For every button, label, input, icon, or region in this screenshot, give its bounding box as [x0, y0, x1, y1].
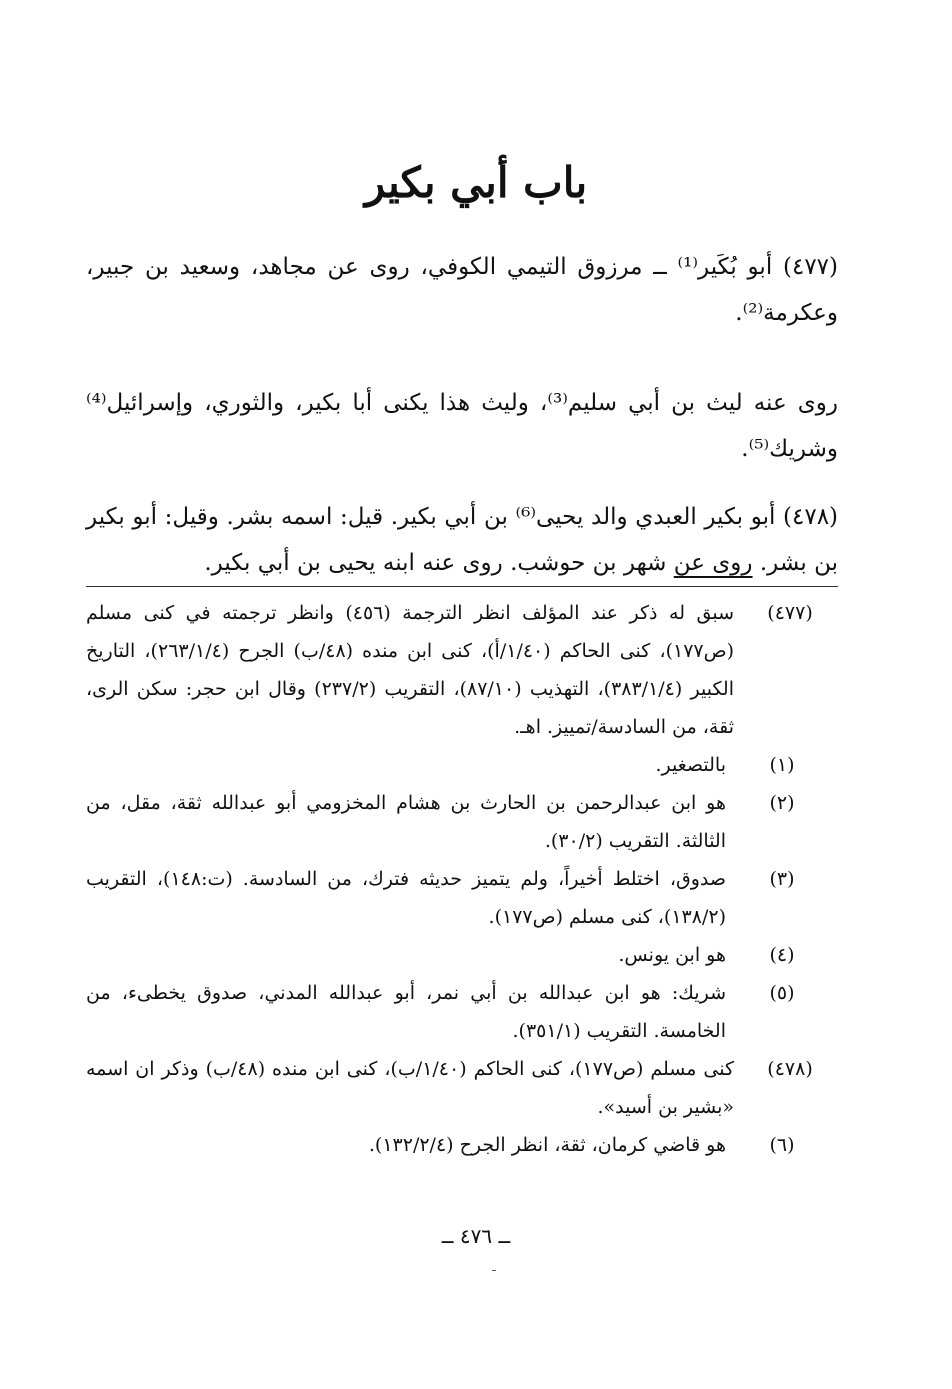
entry-478-paragraph: [86, 494, 838, 586]
footnote-number: (٢): [769, 792, 795, 814]
footnote-number: (٦): [769, 1134, 795, 1156]
footnote-item: [86, 974, 838, 1050]
footnotes: [86, 594, 838, 1164]
footnote-number: (٥): [769, 982, 795, 1004]
entry-478-name: أبو بكير بن بشر.: [86, 504, 838, 576]
chapter-title: باب أبي بكير: [364, 158, 588, 207]
scan-dot: [492, 1270, 496, 1271]
footnote-number: (٤): [769, 944, 795, 966]
footnote-text: صدوق، اختلط أخيراً، ولم يتميز حديثه فترك، من السادسة. (ت:١٤٨)، التقريب (١٣٨/٢)، كنى مسلم (ص١٧٧).: [86, 868, 726, 928]
footnote-item: [86, 1126, 838, 1164]
footnote-number: (٤٧٨): [767, 1058, 813, 1080]
footnote-text: بالتصغير.: [655, 754, 726, 776]
footnote-text: سبق له ذكر عند المؤلف انظر الترجمة (٤٥٦) وانظر ترجمته في كنى مسلم (ص١٧٧)، كنى الحاكم (١/٤٠/أ)، كنى ابن منده (٤٨/ب) الجرح (٢٦٣/١/٤)، التاريخ الكبير (٣٨٣/١/٤)، التهذيب (٨٧/١٠)، التقريب (٢٣٧/٢) وقال ابن حجر: سكن الرى، ثقة، من السادسة/تمييز. اهـ.: [86, 602, 735, 738]
footnote-text: هو ابن يونس.: [618, 944, 726, 966]
entry-477-narrators-paragraph: روى عنه ليث بن أبي سليم⁽³⁾، وليث هذا يكنى أبا بكير، والثوري، وإسرائيل⁽⁴⁾ وشريك⁽⁵⁾.: [86, 390, 838, 462]
footnote-number: (٣): [769, 868, 795, 890]
footnote-text: هو ابن عبدالرحمن بن الحارث بن هشام المخزومي أبو عبدالله ثقة، مقل، من الثالثة. التقريب (٣٠/٢).: [86, 792, 726, 852]
page-number: ــ ٤٧٦ ــ: [441, 1224, 511, 1248]
footnote-item: [86, 594, 838, 746]
entry-478-line-1: (٤٧٨) أبو بكير العبدي والد يحيى⁽⁶⁾ بن أبي بكير. قيل: اسمه بشر. وقيل:: [164, 504, 839, 530]
entry-478-narration: شهر بن حوشب. روى عنه ابنه يحيى بن أبي بكير.: [204, 550, 667, 576]
entry-477-paragraph: (٤٧٧) أبو بُكَير⁽¹⁾ ــ مرزوق التيمي الكوفي، روى عن مجاهد، وسعيد بن جبير، وعكرمة⁽²⁾.: [86, 254, 839, 326]
footnote-item: [86, 746, 838, 784]
footnote-divider: [86, 586, 838, 587]
footnote-item: [86, 860, 838, 936]
footnote-text: كنى مسلم (ص١٧٧)، كنى الحاكم (١/٤٠/ب)، كنى ابن منده (٤٨/ب) وذكر ان اسمه «بشير بن أسيد».: [86, 1058, 734, 1118]
entry-478-underlined-phrase: روى عن: [673, 550, 753, 576]
footnote-number: (١): [769, 754, 795, 776]
footnote-text: شريك: هو ابن عبدالله بن أبي نمر، أبو عبدالله المدني، صدوق يخطىء، من الخامسة. التقريب (٣٥١/١).: [86, 982, 726, 1042]
footnote-number: (٤٧٧): [767, 602, 813, 624]
footnote-item: [86, 1050, 838, 1126]
footnote-item: [86, 784, 838, 860]
footnote-item: [86, 936, 838, 974]
footnote-text: هو قاضي كرمان، ثقة، انظر الجرح (١٣٢/٢/٤).: [368, 1134, 726, 1156]
